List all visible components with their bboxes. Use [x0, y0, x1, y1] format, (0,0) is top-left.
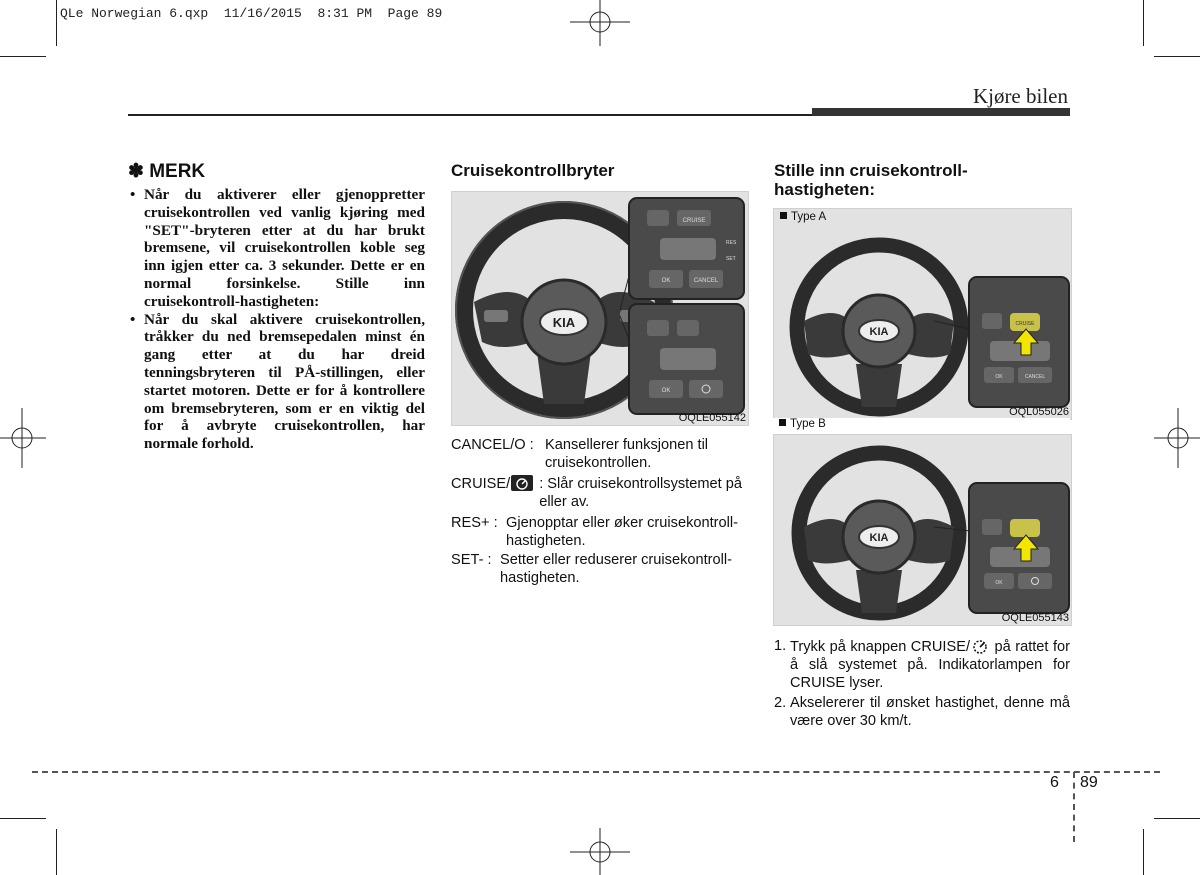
switch-callout-top: [620, 198, 744, 310]
svg-text:CANCEL: CANCEL: [693, 278, 719, 284]
type-b-code: OQLE055143: [1001, 612, 1069, 624]
column-title-setting: Stille inn cruisekontroll-hastigheten:: [774, 161, 968, 199]
type-b-figure: [773, 434, 1072, 626]
steering-wheel-icon: [799, 453, 959, 613]
page-number: 89: [1080, 774, 1098, 791]
definition-set: SET- : Setter eller reduserer cruisekontroll-hastigheten.: [451, 552, 732, 586]
definition-cancel: CANCEL/O : Kansellerer funksjonen til cruisekontrollen.: [451, 437, 709, 471]
figure-code: OQLE055142: [678, 412, 746, 424]
svg-text:OK: OK: [995, 374, 1003, 380]
kia-logo: KIA: [869, 326, 889, 338]
svg-text:RES: RES: [726, 240, 737, 246]
steering-wheel-figure: [451, 191, 749, 426]
svg-text:SET: SET: [726, 256, 736, 262]
svg-text:CANCEL: CANCEL: [1024, 374, 1046, 380]
note-list: [128, 186, 425, 453]
kia-logo: KIA: [869, 532, 889, 544]
step-item: 2. Akselererer til ønsket hastighet, denne må være over 30 km/t.: [774, 695, 1070, 730]
note-item: • Når du aktiverer eller gjenoppretter cruisekontrollen ved vanlig kjøring med "SET"-bryteren etter at du har brukt bremsene, vil cruisekontrollen koble seg inn igjen etter ca. 3 sekunder. Dette er en normal forsinkelse. Stille inn cruisekontroll-hastigheten:: [128, 186, 425, 311]
svg-text:OK: OK: [661, 278, 671, 284]
cruise-label: CRUISE: [682, 218, 706, 224]
steering-wheel-illustration: [452, 192, 748, 425]
step-item: 1. Trykk på knappen CRUISE/ på rattet for å slå systemet på. Indikatorlampen for CRUISE lyser.: [774, 638, 1070, 691]
print-header: QLe Norwegian 6.qxp 11/16/2015 8:31 PM Page 89: [60, 6, 443, 21]
switch-callout-bottom: [620, 304, 744, 414]
svg-text:OK: OK: [661, 388, 671, 394]
instruction-steps: [774, 638, 1070, 734]
type-a-label: Type A: [780, 211, 826, 223]
type-b-label: Type B: [779, 418, 826, 430]
cruise-icon: [970, 638, 990, 654]
header-rule-accent: [812, 108, 1070, 116]
cruise-icon: [511, 475, 533, 491]
type-a-illustration: [774, 209, 1071, 419]
footer-rule: [32, 771, 1160, 773]
definition-cruise: CRUISE/ : Slår cruisekontrollsystemet på eller av.: [451, 476, 742, 510]
page-number-separator: [1073, 772, 1075, 842]
type-a-figure: [773, 208, 1072, 420]
type-b-illustration: [774, 435, 1071, 625]
steering-wheel-icon: [797, 245, 961, 409]
kia-logo: KIA: [552, 315, 576, 330]
chapter-number: 6: [1050, 774, 1059, 791]
svg-text:OK: OK: [995, 580, 1003, 586]
column-title-switch: Cruisekontrollbryter: [451, 161, 615, 180]
note-item: • Når du skal aktivere cruisekontrollen, tråkker du ned bremsepedalen minst én gang etter at du har dreid tenningsbryteren til PÅ-stillingen, eller startet motoren. Dette er for å kontrollere om bremsebryteren, som er en viktig del for å avbryte cruisekontrollen, har normale forhold.: [128, 311, 425, 453]
type-a-code: OQL055026: [1009, 406, 1069, 418]
section-title: Kjøre bilen: [972, 84, 1068, 108]
note-title: ✽ MERK: [128, 161, 206, 182]
definition-res: RES+ : Gjenopptar eller øker cruisekontroll-hastigheten.: [451, 515, 738, 549]
svg-text:CRUISE: CRUISE: [1015, 321, 1035, 327]
